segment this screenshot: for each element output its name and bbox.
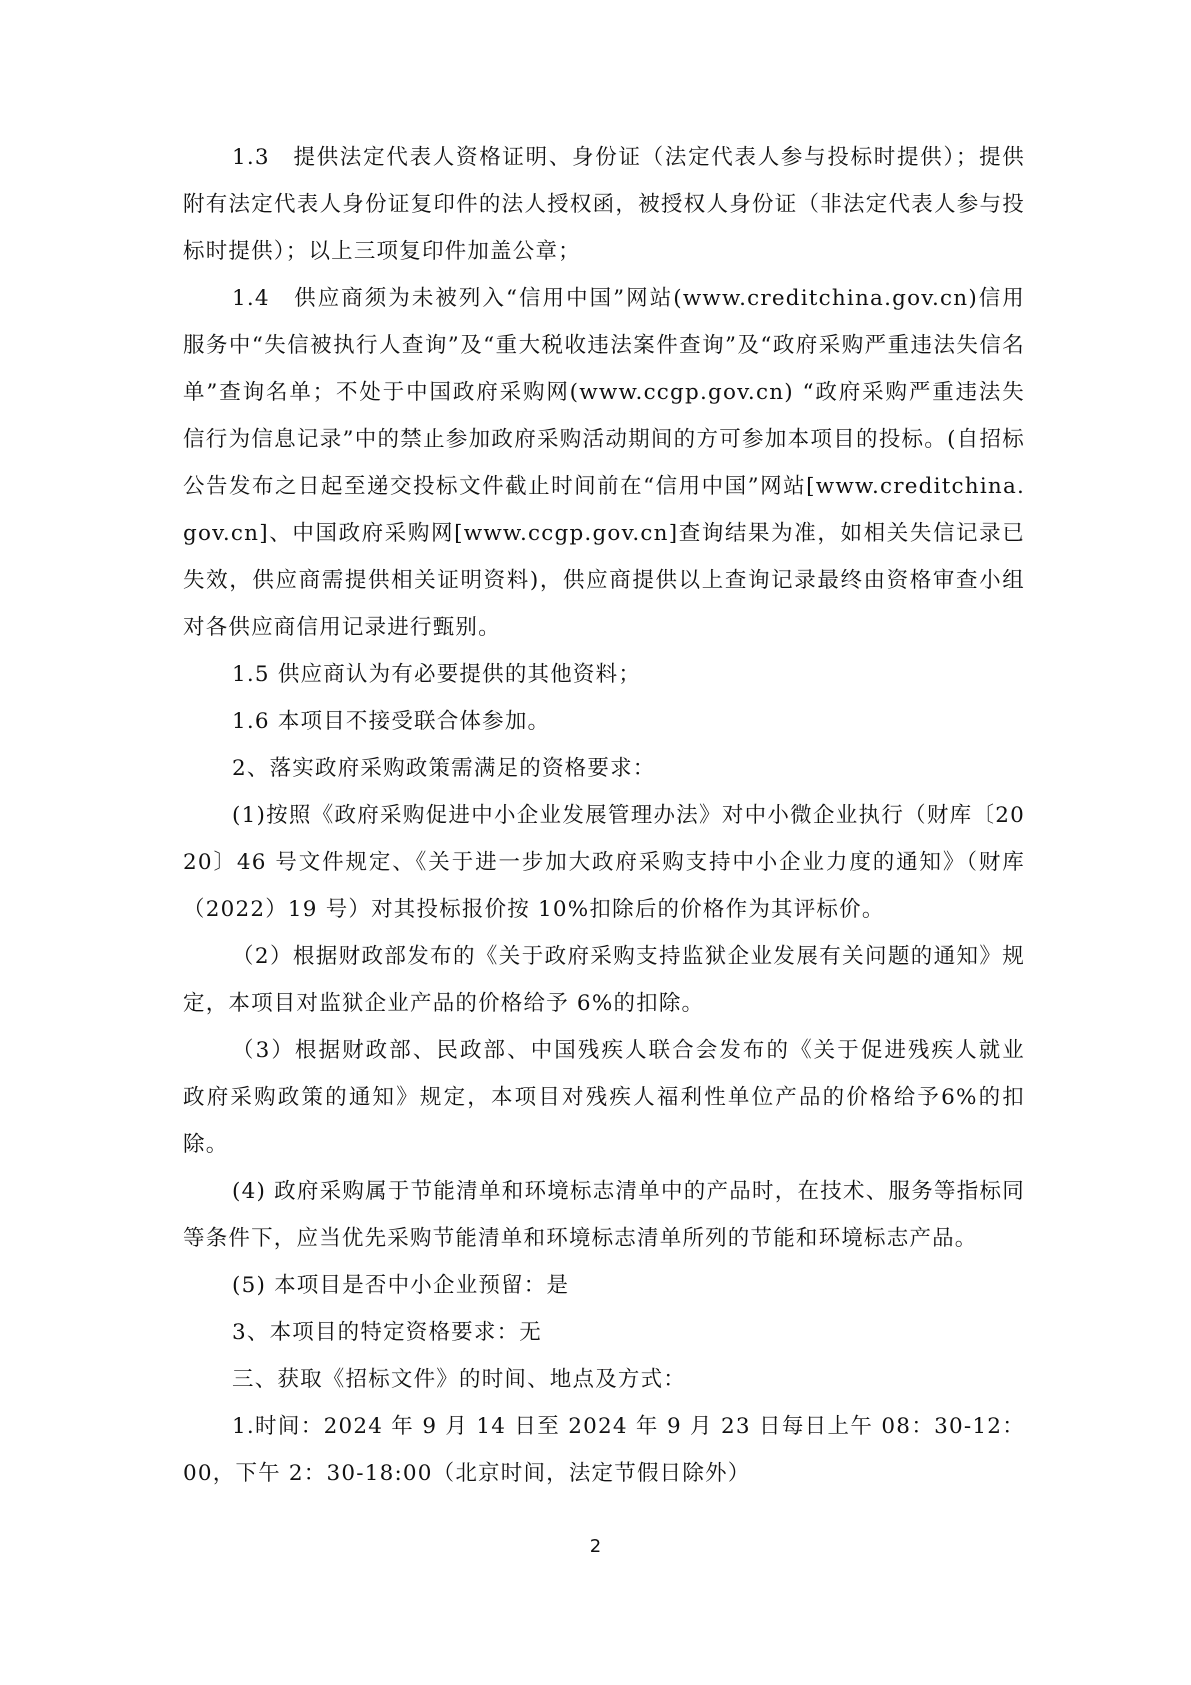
paragraph-1-5: 1.5 供应商认为有必要提供的其他资料； — [232, 662, 642, 687]
section-3-heading: 3、本项目的特定资格要求：无 — [232, 1320, 542, 1345]
policy-item-1: (1)按照《政府采购促进中小企业发展管理办法》对中小微企业执行（财库〔2020〕46 号文件规定、《关于进一步加大政府采购支持中小企业力度的通知》（财库（2022）19 号）对其投标报价按 10%扣除后的价格作为其评标价。 — [183, 803, 1025, 922]
page-number: 2 — [589, 1536, 602, 1557]
section-three-heading: 三、获取《招标文件》的时间、地点及方式： — [232, 1367, 687, 1392]
time-paragraph: 1.时间：2024 年 9 月 14 日至 2024 年 9 月 23 日每日上午 08：30-12：00，下午 2：30-18:00（北京时间，法定节假日除外） — [183, 1414, 1025, 1486]
section-2-heading: 2、落实政府采购政策需满足的资格要求： — [232, 756, 656, 781]
policy-item-5: (5) 本项目是否中小企业预留：是 — [232, 1273, 570, 1298]
paragraph-1-6: 1.6 本项目不接受联合体参加。 — [232, 709, 551, 734]
document-body — [183, 134, 1034, 1497]
policy-item-4: (4) 政府采购属于节能清单和环境标志清单中的产品时，在技术、服务等指标同等条件下，应当优先采购节能清单和环境标志清单所列的节能和环境标志产品。 — [183, 1179, 1025, 1251]
paragraph-1-3: 1.3 提供法定代表人资格证明、身份证（法定代表人参与投标时提供）；提供附有法定代表人身份证复印件的法人授权函，被授权人身份证（非法定代表人参与投标时提供）；以上三项复印件加盖公章； — [183, 145, 1025, 264]
policy-item-2: （2）根据财政部发布的《关于政府采购支持监狱企业发展有关问题的通知》规定，本项目对监狱企业产品的价格给予 6%的扣除。 — [183, 944, 1025, 1016]
paragraph-1-4: 1.4 供应商须为未被列入“信用中国”网站(www.creditchina.gov.cn)信用服务中“失信被执行人查询”及“重大税收违法案件查询”及“政府采购严重违法失信名单”查询名单；不处于中国政府采购网(www.ccgp.gov.cn) “政府采购严重违法失信行为信息记录”中的禁止参加政府采购活动期间的方可参加本项目的投标。(自招标公告发布之日起至递交投标文件截止时间前在“信用中国”网站[www.creditchina.gov.cn]、中国政府采购网[www.ccgp.gov.cn]查询结果为准，如相关失信记录已失效，供应商需提供相关证明资料)，供应商提供以上查询记录最终由资格审查小组对各供应商信用记录进行甄别。 — [183, 286, 1025, 640]
policy-item-3: （3）根据财政部、民政部、中国残疾人联合会发布的《关于促进残疾人就业 政府采购政策的通知》规定，本项目对残疾人福利性单位产品的价格给予6%的扣除。 — [183, 1038, 1034, 1157]
